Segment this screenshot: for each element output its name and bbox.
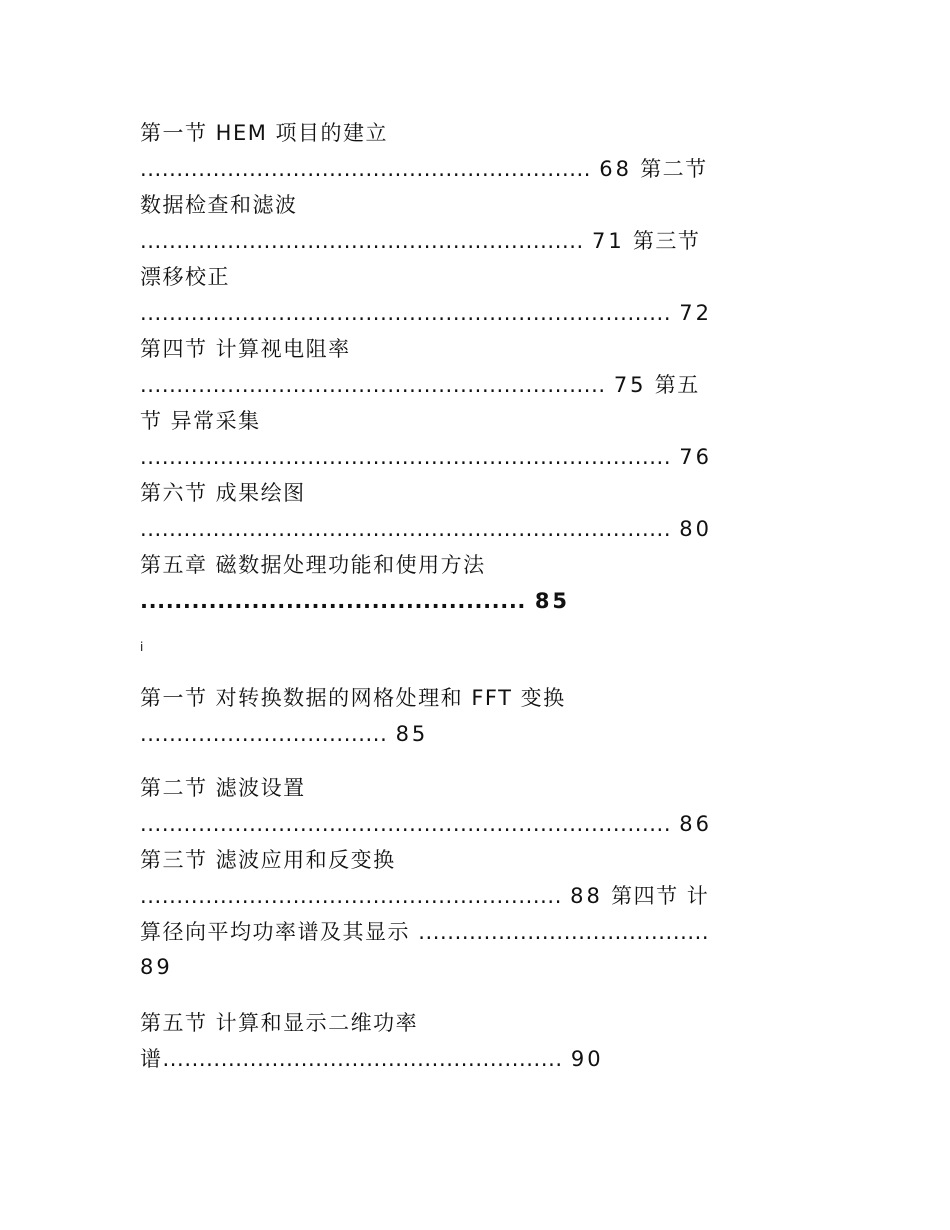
- chapter-title: 第五章 磁数据处理功能和使用方法: [140, 553, 486, 577]
- toc-entry-title: [140, 917, 709, 947]
- entry-title: 第一节 HEM 项目的建立: [140, 121, 389, 145]
- toc-leader-line: [140, 1044, 604, 1074]
- leader-dots: ................................................................: [140, 373, 606, 397]
- page-marker: i: [140, 640, 144, 654]
- page-number: 85: [534, 589, 571, 613]
- leader-dots: .........................................................................: [140, 517, 672, 541]
- toc-leader-line: [140, 370, 700, 400]
- entry-title: 第六节 成果绘图: [140, 481, 306, 505]
- toc-leader-line: [140, 226, 700, 256]
- page-number: 85: [395, 722, 429, 746]
- leader-dots: .........................................................................: [140, 301, 672, 325]
- leader-dots: ..................................: [140, 722, 388, 746]
- leader-dots: .........................................................................: [140, 812, 672, 836]
- page-number: 88: [570, 884, 603, 908]
- toc-entry-title: [140, 683, 566, 713]
- leader-dots: ..........................................................: [140, 884, 562, 908]
- toc-entry-title: [140, 190, 298, 220]
- toc-leader-line: [140, 154, 708, 184]
- toc-leader-line: [140, 298, 712, 328]
- leader-dots: .........................................................................: [140, 445, 672, 469]
- toc-entry-title: [140, 773, 306, 803]
- leader-dots: .............................................: [140, 589, 526, 613]
- leader-dots: ..............................................................: [140, 157, 592, 181]
- page-number: 76: [679, 445, 713, 469]
- entry-title: 第二节: [640, 157, 708, 181]
- page-number: 72: [679, 301, 713, 325]
- entry-title: 谱: [140, 1047, 163, 1071]
- toc-entry-title: [140, 406, 261, 436]
- toc-entry-title: [140, 478, 306, 508]
- toc-chapter-leader: [140, 586, 570, 616]
- entry-title: 第四节 计: [611, 884, 710, 908]
- page-number: 71: [591, 229, 625, 253]
- page-number: 75: [613, 373, 647, 397]
- toc-chapter-title: [140, 550, 486, 580]
- toc-entry-title: [140, 1008, 418, 1038]
- entry-title: 算径向平均功率谱及其显示: [140, 920, 410, 944]
- leader-dots: .......................................................: [162, 1047, 563, 1071]
- entry-title: 节 异常采集: [140, 409, 261, 433]
- entry-title: 第五节 计算和显示二维功率: [140, 1011, 419, 1035]
- entry-title: 第三节 滤波应用和反变换: [140, 848, 396, 872]
- page-number: 68: [599, 157, 632, 181]
- toc-leader-line: [140, 719, 428, 749]
- page-number: 80: [679, 517, 713, 541]
- leader-dots: ........................................: [418, 920, 710, 944]
- entry-title: 第二节 滤波设置: [140, 776, 306, 800]
- entry-title: 第四节 计算视电阻率: [140, 337, 351, 361]
- page-number: 89: [140, 955, 173, 979]
- toc-entry-title: [140, 334, 351, 364]
- toc-leader-line: [140, 809, 712, 839]
- entry-title: 第五: [654, 373, 700, 397]
- entry-title: 漂移校正: [140, 265, 230, 289]
- entry-title: 第三节: [632, 229, 701, 253]
- toc-entry-title: [140, 845, 396, 875]
- toc-entry-title: [140, 262, 230, 292]
- toc-leader-line: [140, 514, 712, 544]
- entry-title: 第一节 对转换数据的网格处理和 FFT 变换: [140, 686, 566, 710]
- entry-title: 数据检查和滤波: [140, 193, 298, 217]
- page-number: 86: [679, 812, 713, 836]
- page-number: 90: [570, 1047, 604, 1071]
- toc-leader-line: [140, 881, 709, 911]
- toc-leader-line: [140, 442, 712, 472]
- toc-entry-title: [140, 118, 388, 148]
- leader-dots: .............................................................: [140, 229, 584, 253]
